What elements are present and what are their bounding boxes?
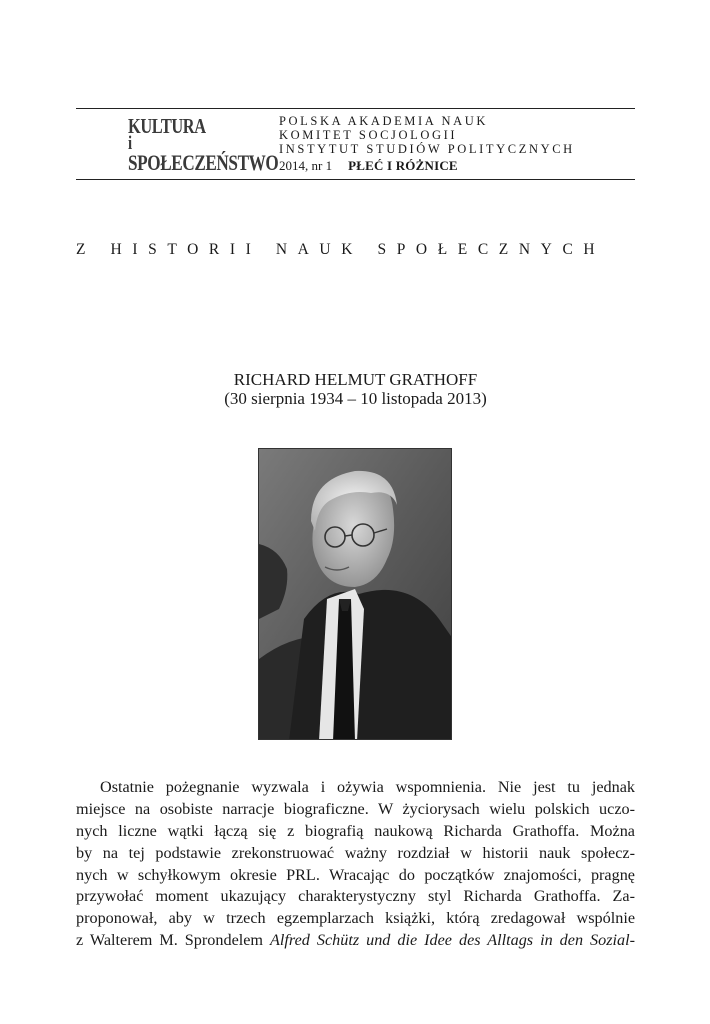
book-title-italic: Alfred Schütz und die Idee des Alltags in den Sozial- xyxy=(270,931,635,950)
article-title-block xyxy=(76,370,635,408)
logo-line-kultura: KULTURA xyxy=(128,114,206,138)
publisher-line: INSTYTUT STUDIÓW POLITYCZNYCH xyxy=(279,142,575,156)
header-top-rule xyxy=(76,108,635,109)
journal-logo xyxy=(128,114,278,176)
body-line: przywołać moment ukazujący charakterystyczny styl Richarda Grathoffa. Za- xyxy=(76,887,635,906)
body-line: Ostatnie pożegnanie wyzwala i ożywia wspomnienia. Nie jest tu jednak xyxy=(100,778,635,796)
article-name: RICHARD HELMUT GRATHOFF xyxy=(233,370,478,389)
body-line-last xyxy=(76,930,635,952)
publisher-line: POLSKA AKADEMIA NAUK xyxy=(279,114,488,128)
publisher-block xyxy=(279,114,575,156)
portrait-photo xyxy=(258,448,452,740)
logo-line-spoleczenstwo: SPOŁECZEŃSTWO xyxy=(128,150,279,175)
body-paragraph xyxy=(76,777,635,952)
body-line: miejsce na osobiste narracje biograficzne. W życiorysach wielu polskich uczo- xyxy=(76,799,635,818)
body-line: proponował, aby w trzech egzemplarzach książki, którą zredagował wspólnie xyxy=(76,909,635,928)
issue-theme: PŁEĆ I RÓŻNICE xyxy=(348,158,458,173)
body-line-plain: z Walterem M. Sprondelem xyxy=(76,931,271,950)
issue-line xyxy=(279,158,458,174)
section-title: Z HISTORII NAUK SPOŁECZNYCH xyxy=(76,241,606,258)
issue-number: 2014, nr 1 xyxy=(279,158,333,173)
portrait-photo-icon xyxy=(259,449,452,740)
publisher-line: KOMITET SOCJOLOGII xyxy=(279,128,458,142)
logo-line-i: i xyxy=(128,133,132,154)
header-bottom-rule xyxy=(76,179,635,180)
body-line: by na tej podstawie zrekonstruować ważny rozdział w historii nauk społecz- xyxy=(76,843,635,862)
body-line: nych liczne wątki łączą się z biografią naukową Richarda Grathoffa. Można xyxy=(76,821,635,840)
article-dates: (30 sierpnia 1934 – 10 listopada 2013) xyxy=(224,389,487,408)
body-line: nych w schyłkowym okresie PRL. Wracając do początków znajomości, pragnę xyxy=(76,865,635,884)
